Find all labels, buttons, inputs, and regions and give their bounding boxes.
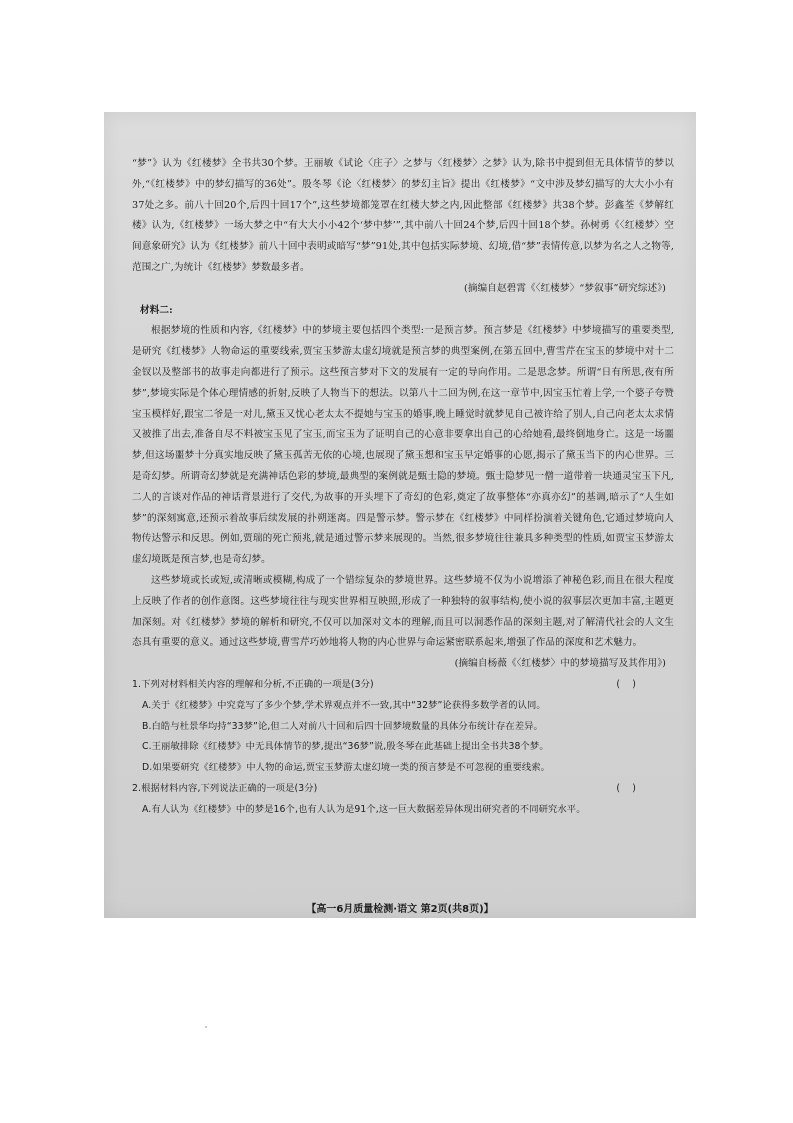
material-two-paragraph-one: 根据梦境的性质和内容,《红楼梦》中的梦境主要包括四个类型:一是预言梦。预言梦是《红楼梦》中梦境描写的重要类型,是研究《红楼梦》人物命运的重要线索,贾宝玉梦游太虚幻境就是预言梦的典型案例,在第五回中,曹雪芹在宝玉的梦境中对十二金钗以及整部书的故事走向都进行了预示。这些预言梦对下文的发展有一定的导向作用。二是思念梦。所谓“日有所思,夜有所梦”,梦境实际是个体心理情感的折射,反映了人物当下的想法。以第八十二回为例,在这一章节中,因宝玉忙着上学,一个婆子夸赞宝玉模样好,跟宝二爷是一对儿,黛玉又忧心老太太不提她与宝玉的婚事,晚上睡觉时就梦见自己被许给了别人,自己向老太太求情又被推了出去,准备自尽不料被宝玉见了宝玉,而宝玉为了证明自己的心意非要拿出自己的心给她看,最终倒地身亡。这是一场噩梦,但这场噩梦十分真实地反映了黛玉孤苦无依的心境,也展现了黛玉想和宝玉早定婚事的心愿,揭示了黛玉当下的内心世界。三是奇幻梦。所谓奇幻梦就是充满神话色彩的梦境,最典型的案例就是甄士隐的梦境。甄士隐梦见一僧一道带着一块通灵宝玉下凡,二人的言谈对作品的神话背景进行了交代,为故事的开头埋下了奇幻的色彩,奠定了故事整体“亦真亦幻”的基调,暗示了“人生如梦”的深刻寓意,还预示着故事后续发展的扑朔迷离。四是警示梦。警示梦在《红楼梦》中同样扮演着关键角色,它通过梦境向人物传达警示和反思。例如,贾瑞的死亡预兆,就是通过警示梦来展现的。当然,很多梦境往往兼具多种类型的性质,如贾宝玉梦游太虚幻境既是预言梦,也是奇幻梦。 xyxy=(132,325,674,566)
question-one-title: 1.下列对材料相关内容的理解和分析,不正确的一项是(3分) xyxy=(132,678,374,690)
question-two-option-a: A.有人认为《红楼梦》中的梦是16个,也有人认为是91个,这一巨大数据差异体现出研究者的不同研究水平。 xyxy=(142,803,586,815)
scan-speck xyxy=(205,1026,207,1028)
question-one-answer-bracket: ( ) xyxy=(616,678,636,690)
question-one-option-b: B.白皓与杜景华均持“33梦”论,但二人对前八十回和后四十回梦境数量的具体分布统计存在差异。 xyxy=(142,720,543,732)
question-one xyxy=(132,675,674,779)
material-two-label: 材料二: xyxy=(140,304,173,316)
material-one-continuation: “梦”》认为《红楼梦》全书共30个梦。王丽敏《试论〈庄子〉之梦与〈红楼梦〉之梦》认为,除书中提到但无具体情节的梦以外,“《红楼梦》中的梦幻描写的36处”。殷冬琴《论〈红楼梦〉的梦幻主旨》提出《红楼梦》“文中涉及梦幻描写的大大小小有37处之多。前八十回20个,后四十回17个”,这些梦境都笼罩在红楼大梦之内,因此整部《红楼梦》共38个梦。彭鑫荃《梦解红楼》认为,《红楼梦》一场大梦之中“有大大小小42个‘梦中梦’”,其中前八十回24个梦,后四十回18个梦。孙树勇《〈红楼梦〉空间意象研究》认为《红楼梦》前八十回中表明或暗写“梦”91处,其中包括实际梦境、幻境,借“梦”表情传意,以梦为名之人之物等,范围之广,为统计《红楼梦》梦数最多者。 xyxy=(132,158,674,273)
scanned-page xyxy=(104,112,696,918)
source-note-two: (摘编自杨薇《〈红楼梦〉中的梦境描写及其作用》) xyxy=(454,658,666,670)
question-two-answer-bracket: ( ) xyxy=(616,782,636,794)
source-note-one: (摘编自赵碧霄《〈红楼梦〉“梦叙事”研究综述》) xyxy=(464,282,666,294)
page-footer: 【高一6月质量检测·语文 第2页(共8页)】 xyxy=(306,904,494,915)
question-one-option-c: C.王丽敏排除《红楼梦》中无具体情节的梦,提出“36梦”说,殷冬琴在此基础上提出全书共38个梦。 xyxy=(142,741,549,753)
material-two-paragraph-two: 这些梦境或长或短,或清晰或模糊,构成了一个错综复杂的梦境世界。这些梦境不仅为小说增添了神秘色彩,而且在很大程度上反映了作者的创作意图。这些梦境往往与现实世界相互映照,形成了一种独特的叙事结构,使小说的叙事层次更加丰富,主题更加深刻。对《红楼梦》梦境的解析和研究,不仅可以加深对文本的理解,而且可以洞悉作品的深刻主题,对了解清代社会的人文生态具有重要的意义。通过这些梦境,曹雪芹巧妙地将人物的内心世界与命运紧密联系起来,增强了作品的深度和艺术魅力。 xyxy=(132,574,674,649)
question-two xyxy=(132,779,674,821)
question-one-option-d: D.如果要研究《红楼梦》中人物的命运,贾宝玉梦游太虚幻境一类的预言梦是不可忽视的重要线索。 xyxy=(142,762,551,774)
page-content xyxy=(132,154,674,821)
question-one-option-a: A.关于《红楼梦》中究竟写了多少个梦,学术界观点并不一致,其中“32梦”论获得多数学者的认同。 xyxy=(142,699,546,711)
question-two-title: 2.根据材料内容,下列说法正确的一项是(3分) xyxy=(132,782,318,794)
